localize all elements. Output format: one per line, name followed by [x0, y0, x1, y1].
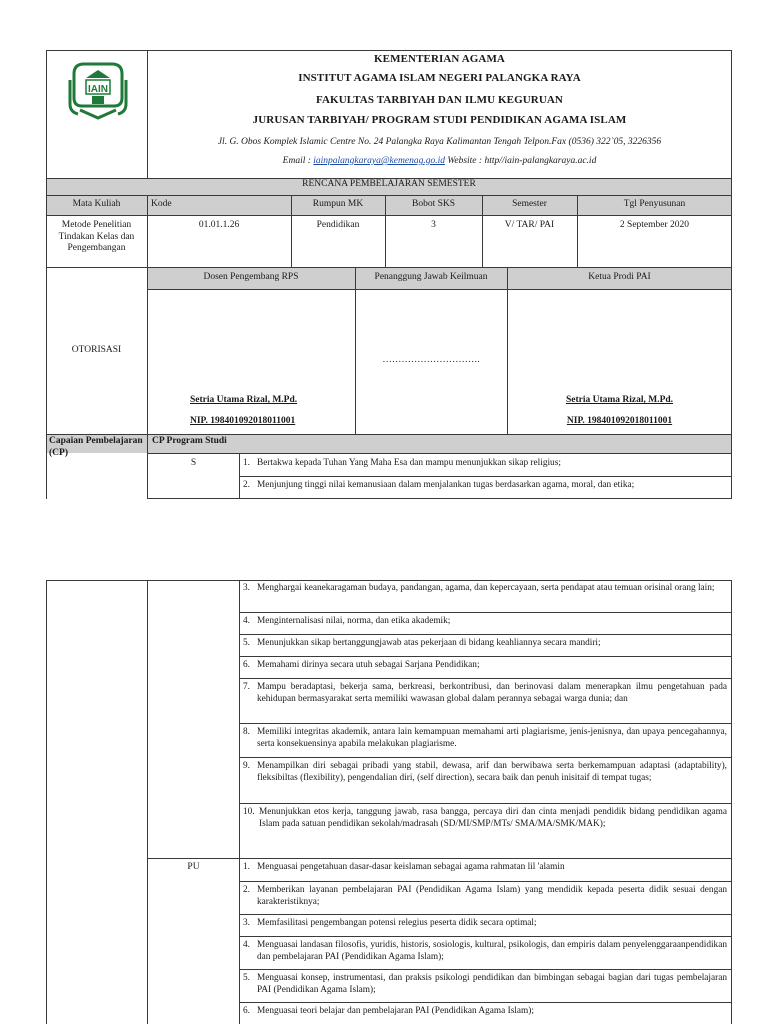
semester-value: V/ TAR/ PAI [504, 220, 555, 230]
s-item-5-text: Menunjukkan sikap bertanggungjawab atas pekerjaan di bidang keahliannya secara mandiri; [257, 638, 601, 648]
s-item-1 [243, 458, 727, 470]
s-item-8-text: Memiliki integritas akademik, antara lain kemampuan memahami arti plagiarisme, jenis-jenisnya, dan upaya pencegahannya, serta konsekuensinya apabila melakukan plagiarisme. [257, 727, 727, 749]
s-item-9-text: Menampilkan diri sebagai pribadi yang stabil, dewasa, arif dan berwibawa serta berkemampuan adaptasi (adaptability), fleksibiltas (flexibility), pengendalian diri, (self direction), secara baik dan penuh inisitaif di tempat tugas; [257, 761, 727, 783]
pu-item-5 [243, 973, 727, 996]
pu-item-4-num: 4. [243, 940, 250, 950]
s-item-2 [243, 480, 727, 492]
cp-program-label: CP Program Studi [152, 436, 227, 446]
rumpun-value: Pendidikan [316, 220, 360, 230]
s-item-10-num: 10. [243, 807, 255, 817]
pu-item-2-text: Memberikan layanan pembelajaran PAI (Pendidikan Agama Islam) yang mendidik kepada peserta didik sesuai dengan karakteristiknya; [257, 885, 727, 907]
kode-value: 01.01.1.26 [198, 220, 240, 230]
s-item-10-text: Menunjukkan etos kerja, tanggung jawab, rasa bangga, percaya diri dan cinta menjadi pendidik bidang pendidikan agama Islam pada satuan pendidikan sekolah/madrasah (SD/MI/SMP/MTs/ SMA/MA/SMK/MAK); [259, 807, 727, 829]
pu-item-1-num: 1. [243, 862, 250, 872]
s-item-7-num: 7. [243, 682, 250, 692]
s-item-5-num: 5. [243, 638, 250, 648]
s-item-4-num: 4. [243, 616, 250, 626]
s-item-6 [243, 660, 727, 672]
pu-item-1-text: Menguasai pengetahuan dasar-dasar keislaman sebagai agama rahmatan lil 'alamin [257, 862, 565, 872]
website-text: Website : http//iain-palangkaraya.ac.id [444, 156, 597, 166]
s-item-4 [243, 616, 727, 628]
pu-item-2-num: 2. [243, 885, 250, 895]
s-item-7-text: Mampu beradaptasi, bekerja sama, berkreasi, berkontribusi, dan berinovasi dalam menerapkan ilmu pengetahuan pada kehidupan bermasyarakat serta memiliki wawasan global dalam perannya sebagai warga dunia; dan [257, 682, 727, 704]
s-item-8 [243, 727, 727, 750]
s-item-3-text: Menghargai keanekaragaman budaya, pandangan, agama, dan kepercayaan, serta pendapat atau temuan orisinal orang lain; [257, 583, 715, 593]
pu-item-4-text: Menguasai landasan filosofis, yuridis, historis, sosiologis, kultural, psikologis, dan empiris dalam penyelenggaraanpendidikan dan pembelajaran PAI (Pendidikan Agama Islam); [257, 940, 727, 962]
email-link[interactable]: iainpalangkaraya@kemenag.go.id [313, 156, 445, 166]
s-item-1-text: Bertakwa kepada Tuhan Yang Maha Esa dan mampu menunjukkan sikap religius; [257, 458, 561, 468]
dosen-nip: NIP. 198401092018011001 [190, 416, 296, 426]
mata-kuliah-value: Metode Penelitian Tindakan Kelas dan Pengembangan [58, 220, 135, 253]
s-item-6-num: 6. [243, 660, 250, 670]
header-institute: INSTITUT AGAMA ISLAM NEGERI PALANGKA RAYA [298, 72, 581, 84]
header-address: Jl. G. Obos Komplek Islamic Centre No. 24 Palangka Raya Kalimantan Tengah Telpon.Fax (0536) 322`05, 3226356 [217, 137, 662, 147]
cp-label: Capaian Pembelajaran (CP) [49, 436, 143, 458]
ketua-nip: NIP. 198401092018011001 [566, 416, 673, 426]
penanggung-header: Penanggung Jawab Keilmuan [374, 272, 488, 282]
pu-item-5-num: 5. [243, 973, 250, 983]
s-item-8-num: 8. [243, 727, 250, 737]
s-item-1-num: 1. [243, 458, 250, 468]
s-item-10 [243, 807, 727, 830]
pu-label: PU [187, 862, 200, 872]
university-logo [64, 58, 132, 124]
bobot-value: 3 [431, 220, 436, 230]
col-rumpun: Rumpun MK [312, 199, 364, 209]
logo-text: IAIN [88, 84, 108, 95]
s-item-2-num: 2. [243, 480, 250, 490]
col-semester: Semester [512, 199, 547, 209]
s-item-3-num: 3. [243, 583, 250, 593]
otorisasi-label: OTORISASI [71, 345, 122, 355]
s-item-4-text: Menginternalisasi nilai, norma, dan etika akademik; [257, 616, 451, 626]
header-program: JURUSAN TARBIYAH/ PROGRAM STUDI PENDIDIKAN AGAMA ISLAM [252, 114, 627, 126]
col-tgl: Tgl Penyusunan [623, 199, 686, 209]
ketua-name: Setria Utama Rizal, M.Pd. [565, 395, 674, 405]
pu-item-5-text: Menguasai konsep, instrumentasi, dan praksis psikologi pendidikan dan bimbingan sebagai bagian dari tugas pembelajaran PAI (Pendidikan Agama Islam); [257, 973, 727, 995]
pu-item-6-num: 6. [243, 1006, 250, 1016]
header-faculty: FAKULTAS TARBIYAH DAN ILMU KEGURUAN [316, 94, 563, 106]
pu-item-3 [243, 918, 727, 930]
pu-item-2 [243, 885, 727, 908]
s-item-6-text: Memahami dirinya secara utuh sebagai Sarjana Pendidikan; [257, 660, 480, 670]
col-kode: Kode [151, 199, 172, 209]
rps-page-2 [46, 580, 732, 1024]
rps-title: RENCANA PEMBELAJARAN SEMESTER [302, 179, 476, 189]
pu-item-3-text: Memfasilitasi pengembangan potensi relegius peserta didik secara optimal; [257, 918, 537, 928]
university-logo-icon [64, 58, 132, 124]
dosen-header: Dosen Pengembang RPS [203, 272, 299, 282]
pu-item-1 [243, 862, 727, 874]
penanggung-signature: …………………………. [382, 355, 480, 365]
pu-item-6 [243, 1006, 727, 1018]
s-item-7 [243, 682, 727, 705]
email-label: Email : [282, 156, 314, 166]
col-mata-kuliah: Mata Kuliah [72, 199, 121, 209]
pu-item-6-text: Menguasai teori belajar dan pembelajaran PAI (Pendidikan Agama Islam); [257, 1006, 534, 1016]
header-ministry: KEMENTERIAN AGAMA [374, 53, 505, 65]
rps-page-1 [46, 50, 732, 499]
s-item-9-num: 9. [243, 761, 250, 771]
ketua-header: Ketua Prodi PAI [588, 272, 651, 282]
dosen-name: Setria Utama Rizal, M.Pd. [190, 395, 298, 405]
s-label: S [190, 458, 197, 468]
header-contact [147, 156, 732, 166]
s-item-9 [243, 761, 727, 784]
tgl-value: 2 September 2020 [619, 220, 690, 230]
s-item-2-text: Menjunjung tinggi nilai kemanusiaan dalam menjalankan tugas berdasarkan agama, moral, dan etika; [257, 480, 635, 490]
pu-item-4 [243, 940, 727, 963]
pu-item-3-num: 3. [243, 918, 250, 928]
s-item-3 [243, 583, 727, 595]
s-item-5 [243, 638, 727, 650]
col-bobot: Bobot SKS [411, 199, 456, 209]
